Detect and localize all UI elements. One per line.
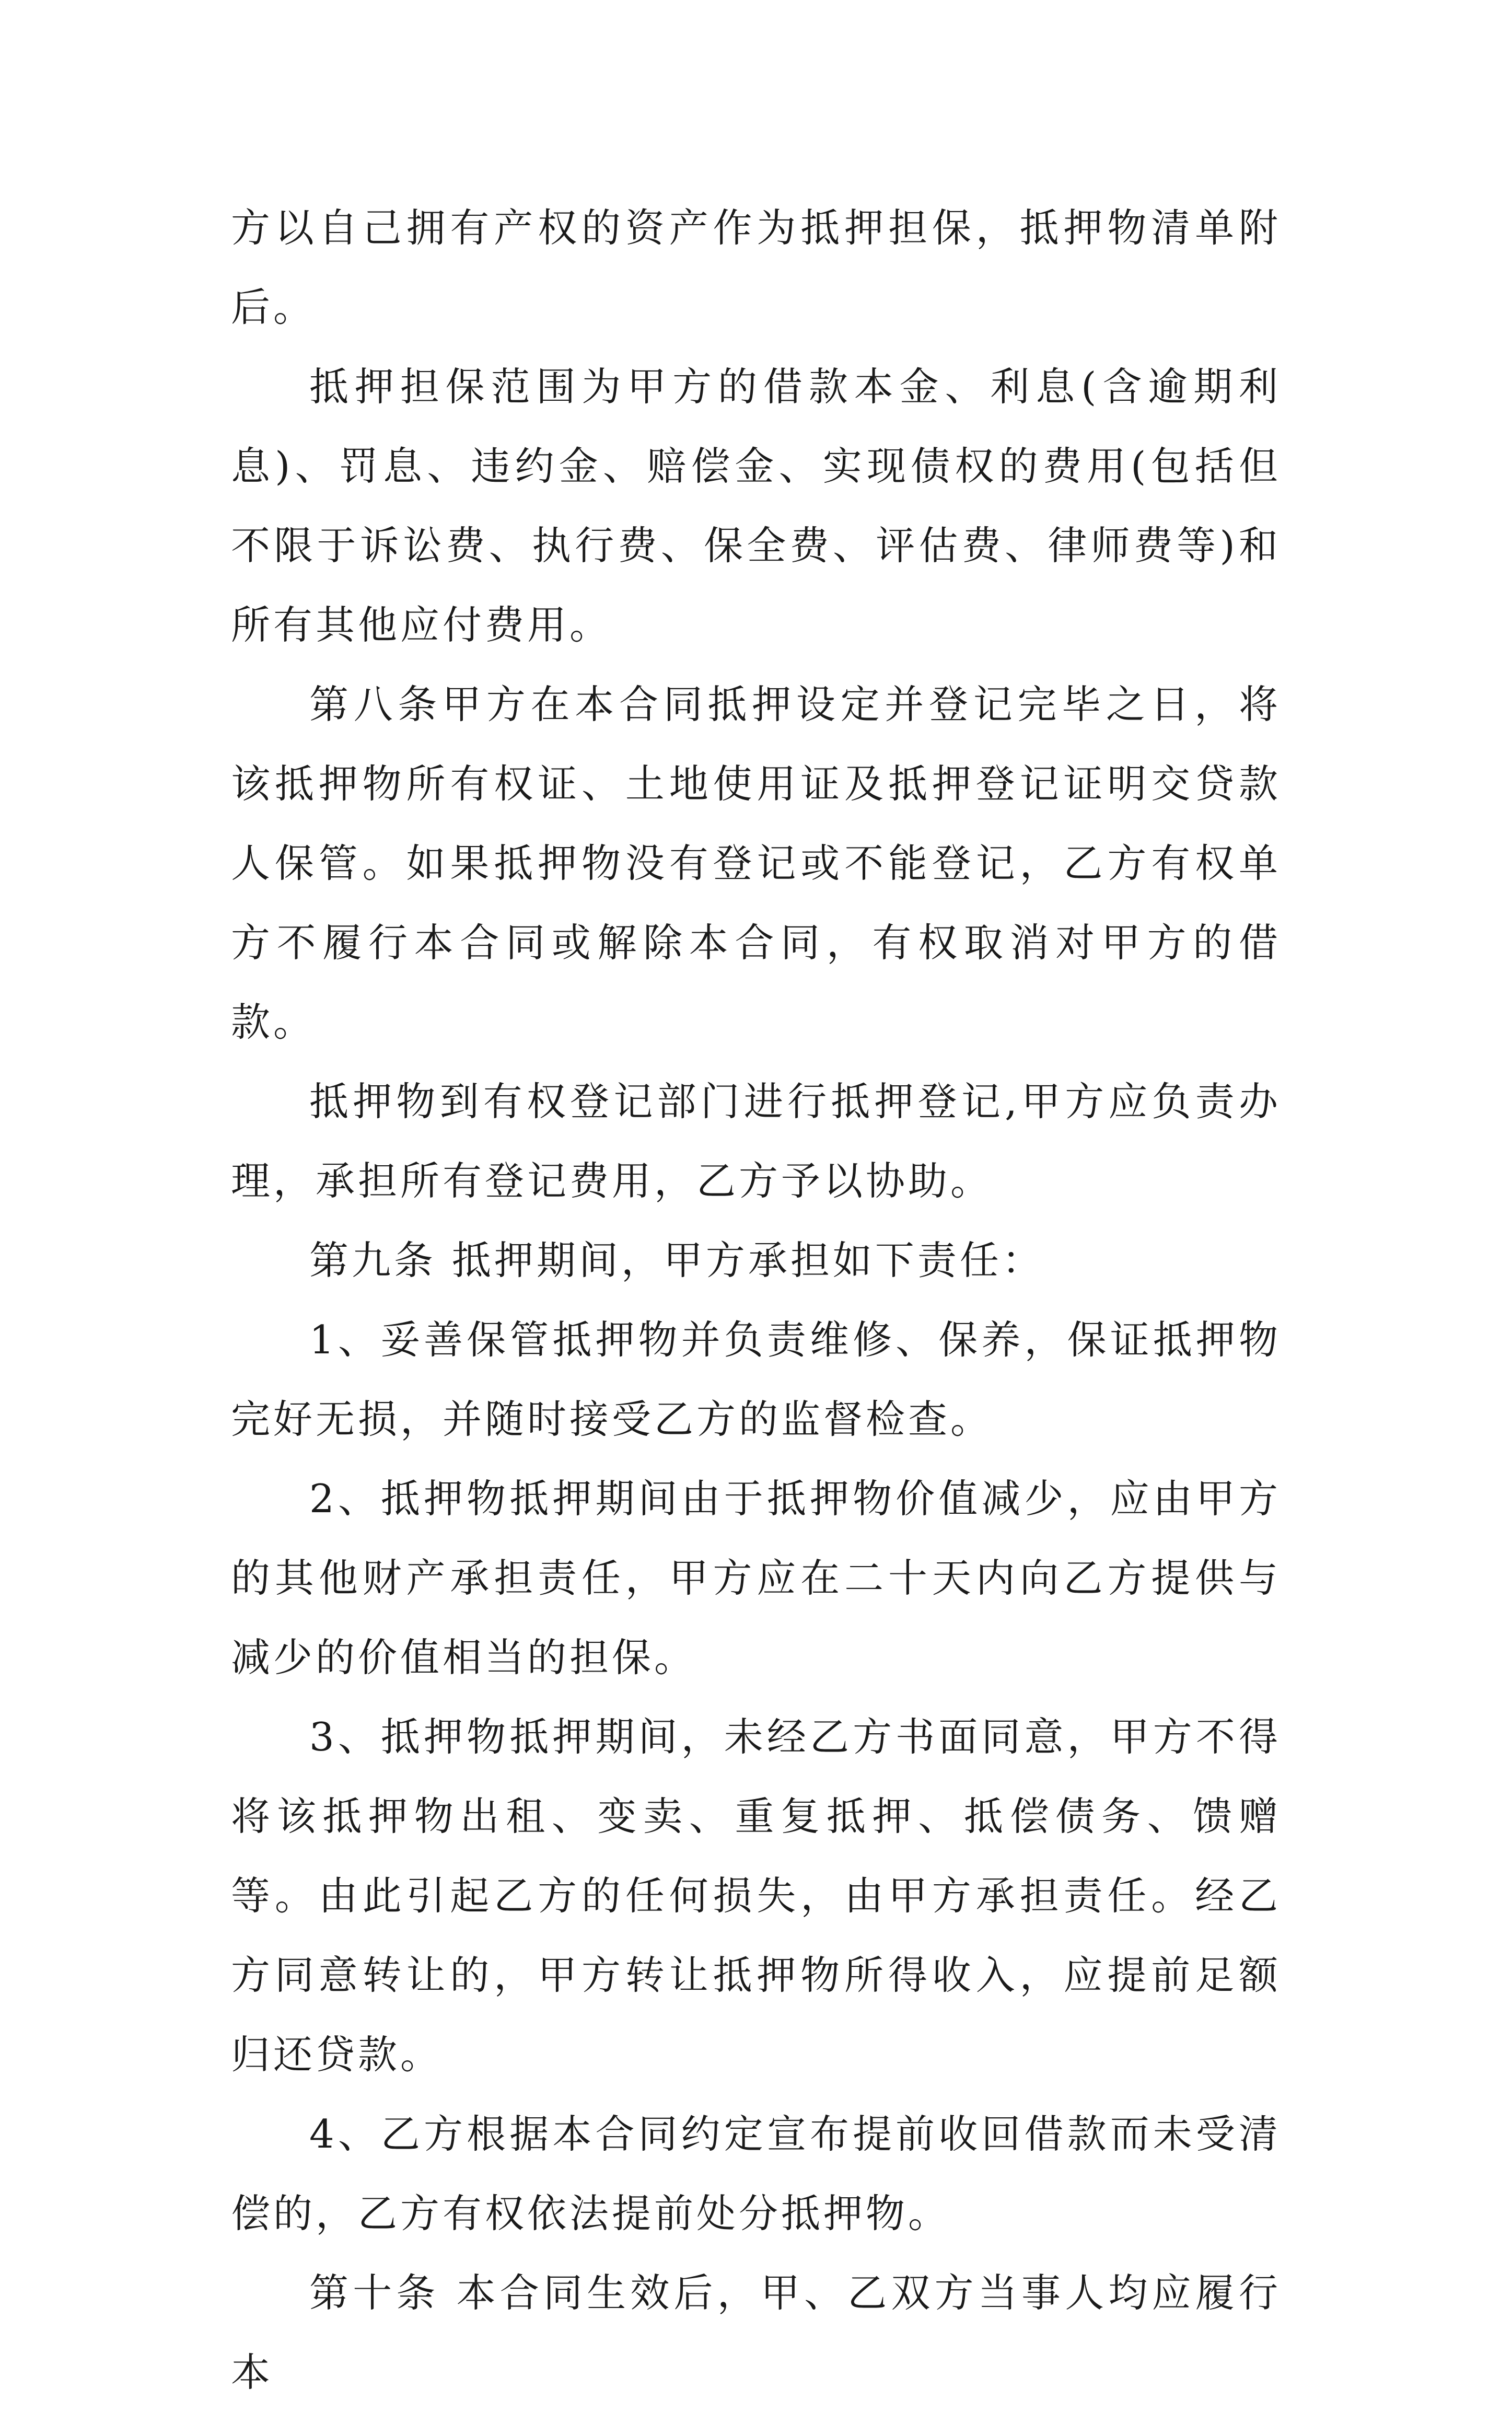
paragraph-article-8: 第八条甲方在本合同抵押设定并登记完毕之日，将该抵押物所有权证、土地使用证及抵押登记证明交贷款人保管。如果抵押物没有登记或不能登记，乙方有权单方不履行本合同或解除本合同，有权取消对甲方的借款。 [231, 681, 1281, 1045]
paragraph-article-10: 第十条 本合同生效后，甲、乙双方当事人均应履行本 [231, 2270, 1281, 2395]
paragraph-item-4: 4、乙方根据本合同约定宣布提前收回借款而未受清偿的，乙方有权依法提前处分抵押物。 [231, 2111, 1281, 2236]
paragraph-article-9: 第九条 抵押期间，甲方承担如下责任： [309, 1237, 1044, 1283]
paragraph-item-1: 1、妥善保管抵押物并负责维修、保养，保证抵押物完好无损，并随时接受乙方的监督检查。 [231, 1317, 1281, 1442]
paragraph-item-2: 2、抵押物抵押期间由于抵押物价值减少，应由甲方的其他财产承担责任，甲方应在二十天内向乙方提供与减少的价值相当的担保。 [231, 1476, 1281, 1680]
paragraph-registration: 抵押物到有权登记部门进行抵押登记,甲方应负责办理，承担所有登记费用，乙方予以协助。 [231, 1079, 1281, 1204]
document-body [231, 188, 1281, 2412]
paragraph-collateral-scope-continued: 方以自己拥有产权的资产作为抵押担保，抵押物清单附后。 [231, 205, 1281, 330]
paragraph-guarantee-scope: 抵押担保范围为甲方的借款本金、利息(含逾期利息)、罚息、违约金、赔偿金、实现债权的费用(包括但不限于诉讼费、执行费、保全费、评估费、律师费等)和所有其他应付费用。 [231, 364, 1281, 648]
paragraph-item-3: 3、抵押物抵押期间，未经乙方书面同意，甲方不得将该抵押物出租、变卖、重复抵押、抵偿债务、馈赠等。由此引起乙方的任何损失，由甲方承担责任。经乙方同意转让的，甲方转让抵押物所得收入，应提前足额归还贷款。 [231, 1714, 1281, 2078]
